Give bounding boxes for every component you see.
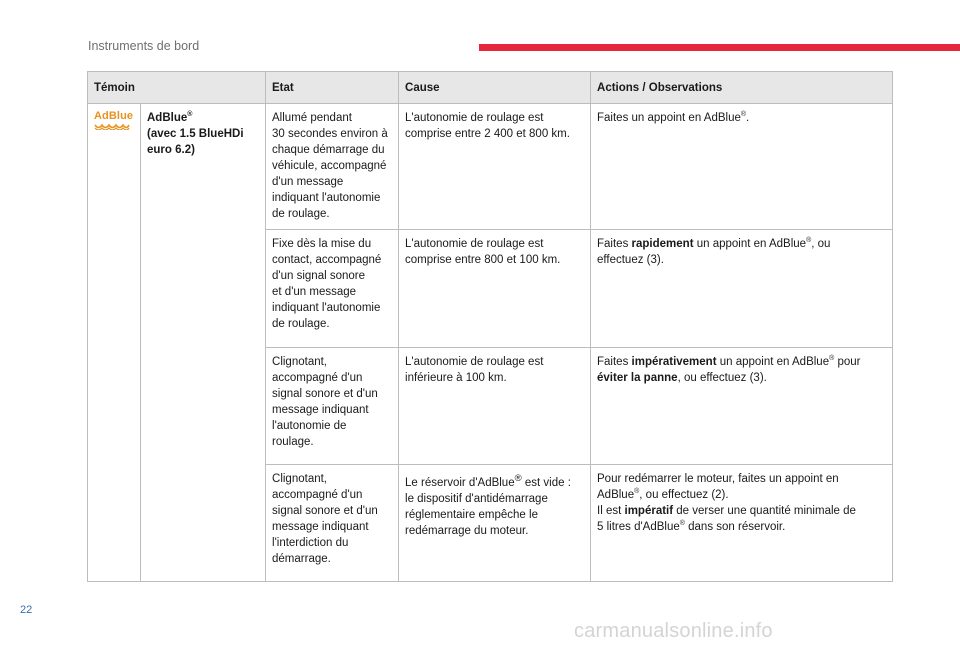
text-line: message indiquant (272, 520, 369, 533)
section-accent-bar (479, 44, 960, 51)
text-line: accompagné d'un (272, 371, 363, 384)
registered-mark: ® (187, 111, 193, 119)
text-line: de roulage. (272, 318, 330, 331)
table-row (88, 104, 893, 230)
text-run: le dispositif d'antidémarrage (405, 492, 548, 505)
text-line: Clignotant, (272, 472, 327, 485)
text-line: de roulage. (272, 208, 330, 220)
etat-cell (266, 347, 399, 464)
text-run: 5 litres d'AdBlue (597, 520, 680, 533)
text-line: d'un signal sonore (272, 270, 365, 283)
text-line: indiquant l'autonomie (272, 302, 381, 315)
text-line: inférieure à 100 km. (405, 371, 507, 384)
text-line: d'un message (272, 176, 344, 188)
column-header-temoin: Témoin (88, 72, 266, 104)
watermark: carmanualsonline.info (574, 620, 773, 642)
actions-cell (591, 464, 893, 581)
text-line: Clignotant, (272, 355, 327, 368)
text-line (405, 507, 584, 523)
registered-mark: ® (806, 237, 812, 245)
text-run: de verser une quantité minimale de (673, 504, 856, 517)
text-line: signal sonore et d'un (272, 504, 378, 517)
registered-mark: ® (634, 487, 640, 495)
lamp-detail-line: euro 6.2) (147, 144, 195, 156)
emphasis-text: éviter la panne (597, 371, 678, 384)
actions-cell (591, 230, 893, 347)
text-line: Fixe dès la mise du (272, 238, 372, 251)
lamp-name: AdBlue (147, 112, 188, 124)
section-title: Instruments de bord (88, 39, 200, 53)
text-run: Faites (597, 355, 632, 368)
text-line: comprise entre 2 400 et 800 km. (405, 128, 570, 140)
text-run: effectuez (3). (597, 254, 664, 267)
cause-cell (399, 104, 591, 230)
adblue-wave-icon (94, 123, 130, 130)
text-line: message indiquant (272, 403, 369, 416)
cause-cell (399, 464, 591, 581)
text-line: démarrage. (272, 552, 331, 565)
text-line: L'autonomie de roulage est (405, 238, 544, 251)
etat-cell (266, 230, 399, 347)
text-run: un appoint en AdBlue (716, 355, 830, 368)
actions-cell (591, 347, 893, 464)
text-run: Pour redémarrer le moteur, faites un appoint en (597, 472, 839, 485)
etat-cell (266, 464, 399, 581)
text-run: . (746, 112, 750, 124)
text-line (405, 471, 584, 491)
text-line: L'autonomie de roulage est (405, 112, 544, 124)
text-run: , ou effectuez (3). (677, 371, 767, 384)
text-line: signal sonore et d'un (272, 387, 378, 400)
text-line: comprise entre 800 et 100 km. (405, 254, 561, 267)
text-line: l'interdiction du (272, 536, 349, 549)
text-run: , ou effectuez (2). (639, 488, 729, 501)
cause-cell (399, 230, 591, 347)
text-run: redémarrage du moteur. (405, 524, 529, 537)
column-header-cause: Cause (399, 72, 591, 104)
text-line: indiquant l'autonomie (272, 192, 381, 204)
registered-mark: ® (740, 111, 747, 119)
text-line (405, 523, 584, 539)
etat-cell (266, 104, 399, 230)
text-run: AdBlue (597, 488, 635, 501)
text-run: , ou (811, 238, 831, 251)
lamp-name-cell (141, 104, 266, 582)
lamp-icon-cell (88, 104, 141, 582)
text-run: un appoint en AdBlue (693, 238, 807, 251)
text-run: dans son réservoir. (684, 520, 786, 533)
registered-mark: ® (514, 472, 522, 484)
text-line: véhicule, accompagné (272, 160, 387, 172)
emphasis-text: impérativement (631, 355, 717, 368)
emphasis-text: impératif (624, 504, 674, 517)
text-run: réglementaire empêche le (405, 508, 538, 521)
text-run: est vide : (521, 476, 571, 489)
text-run: pour (834, 355, 861, 368)
column-header-actions: Actions / Observations (591, 72, 893, 104)
adblue-icon (94, 110, 134, 130)
warning-lamp-table (87, 71, 893, 582)
text-run: Il est (597, 504, 625, 517)
text-run: Le réservoir d'AdBlue (405, 476, 515, 489)
lamp-detail-line: (avec 1.5 BlueHDi (147, 128, 244, 140)
page-number: 22 (20, 604, 33, 616)
registered-mark: ® (829, 354, 835, 362)
text-line: roulage. (272, 435, 314, 448)
column-header-etat: Etat (266, 72, 399, 104)
text-line: l'autonomie de (272, 419, 347, 432)
registered-mark: ® (679, 519, 685, 527)
text-run: Faites un appoint en AdBlue (597, 112, 741, 124)
emphasis-text: rapidement (631, 238, 694, 251)
text-line: L'autonomie de roulage est (405, 355, 544, 368)
text-line (405, 491, 584, 507)
adblue-logo-text: AdBlue (94, 110, 134, 122)
table-header-row (88, 72, 893, 104)
text-line: contact, accompagné (272, 254, 382, 267)
text-line: Allumé pendant (272, 112, 352, 124)
cause-cell (399, 347, 591, 464)
text-line: chaque démarrage du (272, 144, 385, 156)
text-line: et d'un message (272, 286, 357, 299)
text-line: 30 secondes environ à (272, 128, 388, 140)
actions-cell (591, 104, 893, 230)
text-line: accompagné d'un (272, 488, 363, 501)
text-run: Faites (597, 238, 632, 251)
